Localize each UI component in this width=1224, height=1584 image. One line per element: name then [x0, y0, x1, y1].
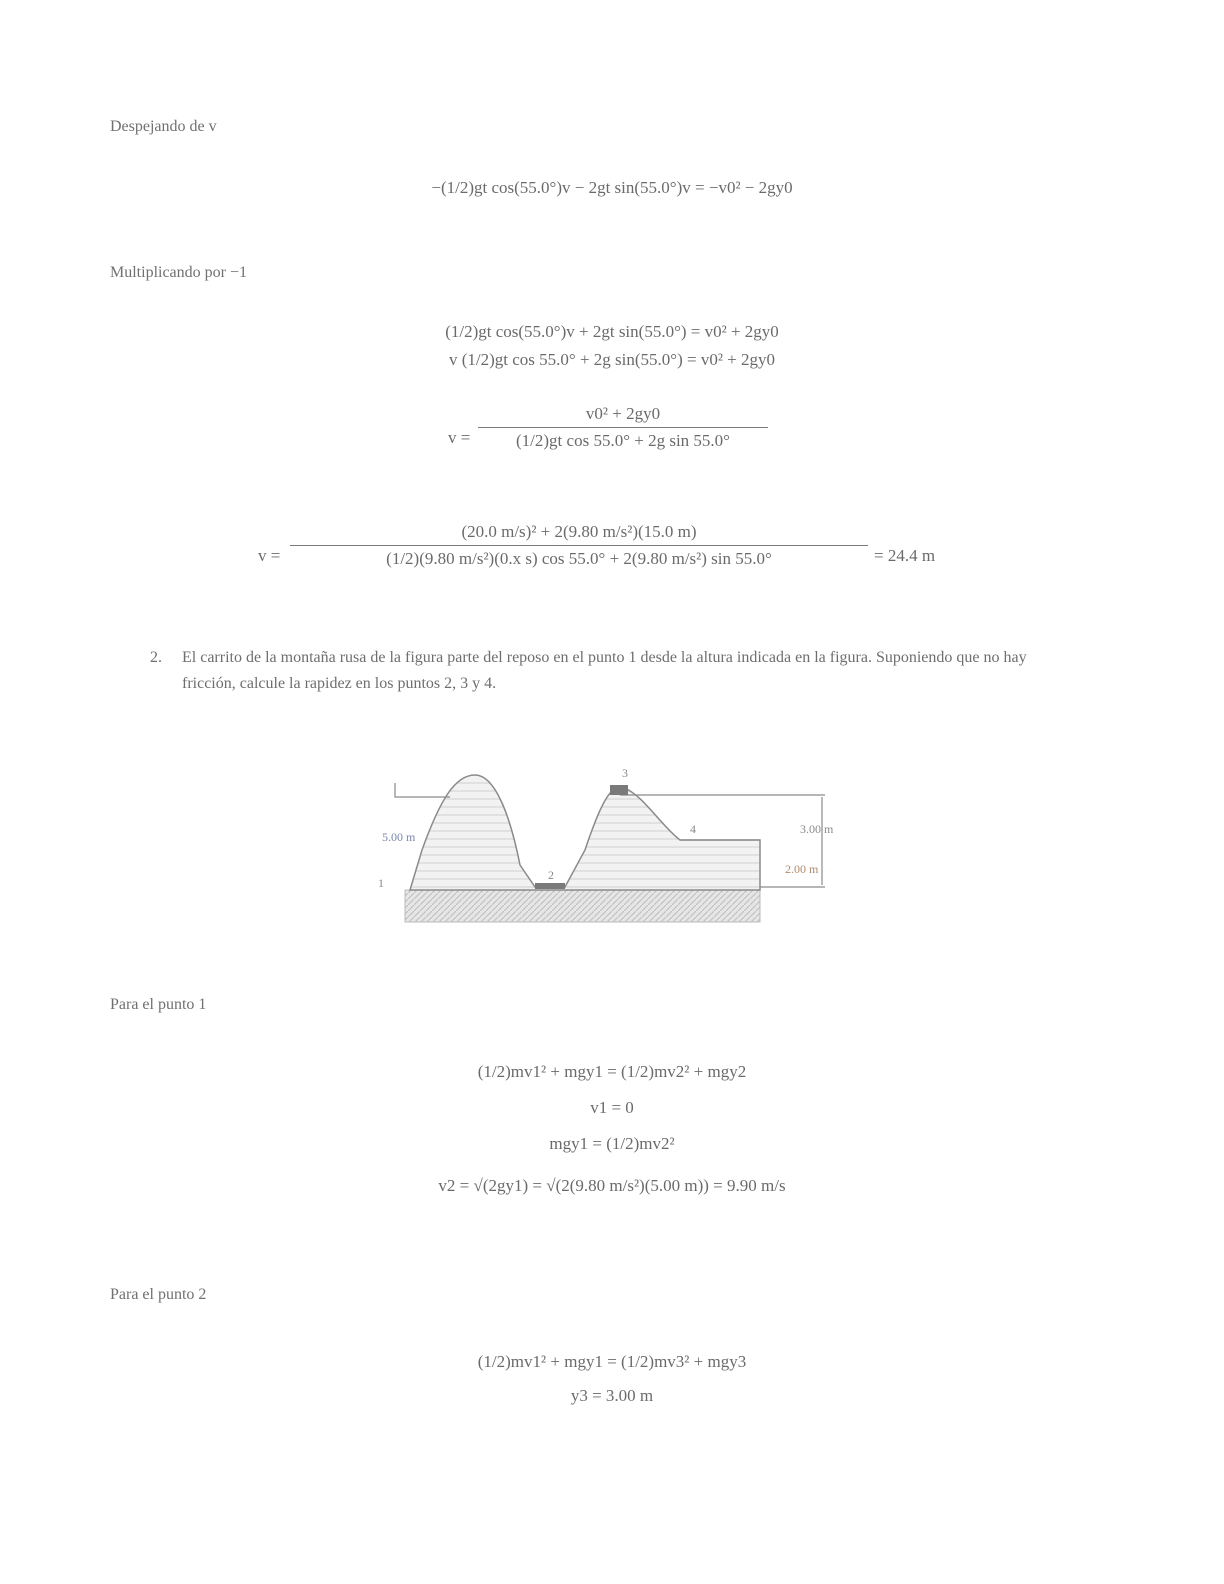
point-label-1: 1 — [378, 876, 384, 890]
track-hills — [410, 775, 760, 890]
car-bottom — [535, 883, 565, 889]
point-label-4: 4 — [690, 822, 696, 836]
problem-number: 2. — [150, 649, 162, 666]
fraction-1-denominator: (1/2)gt cos 55.0° + 2g sin 55.0° — [478, 427, 768, 451]
equation-2b: v (1/2)gt cos 55.0° + 2g sin(55.0°) = v0² + 2gy0 — [448, 350, 776, 369]
ground — [405, 890, 760, 922]
dim-label-2: 3.00 m — [800, 822, 834, 836]
start-bracket — [395, 783, 450, 797]
fraction-1-lhs: v = — [448, 428, 471, 447]
fraction-2-result: = 24.4 m — [874, 546, 936, 565]
dim-label-1: 5.00 m — [382, 830, 416, 844]
fraction-1 — [478, 404, 768, 451]
fraction-2-denominator: (1/2)(9.80 m/s²)(0.x s) cos 55.0° + 2(9.80 m/s²) sin 55.0° — [290, 545, 868, 569]
label-punto-1: Para el punto 1 — [110, 996, 207, 1013]
fraction-2-lhs: v = — [258, 546, 281, 565]
point1-line-3: mgy1 = (1/2)mv2² — [549, 1134, 675, 1153]
label-punto-2: Para el punto 2 — [110, 1286, 207, 1303]
label-multiplicando: Multiplicando por −1 — [110, 264, 248, 281]
equation-1: −(1/2)gt cos(55.0°)v − 2gt sin(55.0°)v = −v0² − 2gy0 — [431, 178, 793, 197]
equation-2a: (1/2)gt cos(55.0°)v + 2gt sin(55.0°) = v0² + 2gy0 — [445, 322, 779, 341]
roller-coaster-figure — [360, 755, 860, 935]
point-label-3: 3 — [622, 766, 628, 780]
point-label-2: 2 — [548, 868, 554, 882]
fraction-2 — [290, 522, 868, 569]
problem-text: El carrito de la montaña rusa de la figura parte del reposo en el punto 1 desde la altura indicada en la figura. Suponiendo que no hay fricción, calcule la rapidez en los puntos 2, 3 y 4. — [182, 649, 1027, 692]
fraction-1-numerator: v0² + 2gy0 — [585, 404, 661, 423]
label-despejando: Despejando de v — [110, 118, 217, 135]
point1-line-4: v2 = √(2gy1) = √(2(9.80 m/s²)(5.00 m)) = 9.90 m/s — [438, 1176, 786, 1195]
point1-line-2: v1 = 0 — [590, 1098, 634, 1117]
point2-line-1: (1/2)mv1² + mgy1 = (1/2)mv3² + mgy3 — [477, 1352, 747, 1371]
point2-line-2: y3 = 3.00 m — [570, 1386, 654, 1405]
car-top — [610, 785, 628, 795]
dim-label-3: 2.00 m — [785, 862, 819, 876]
point1-line-1: (1/2)mv1² + mgy1 = (1/2)mv2² + mgy2 — [477, 1062, 747, 1081]
fraction-2-numerator: (20.0 m/s)² + 2(9.80 m/s²)(15.0 m) — [461, 522, 697, 541]
